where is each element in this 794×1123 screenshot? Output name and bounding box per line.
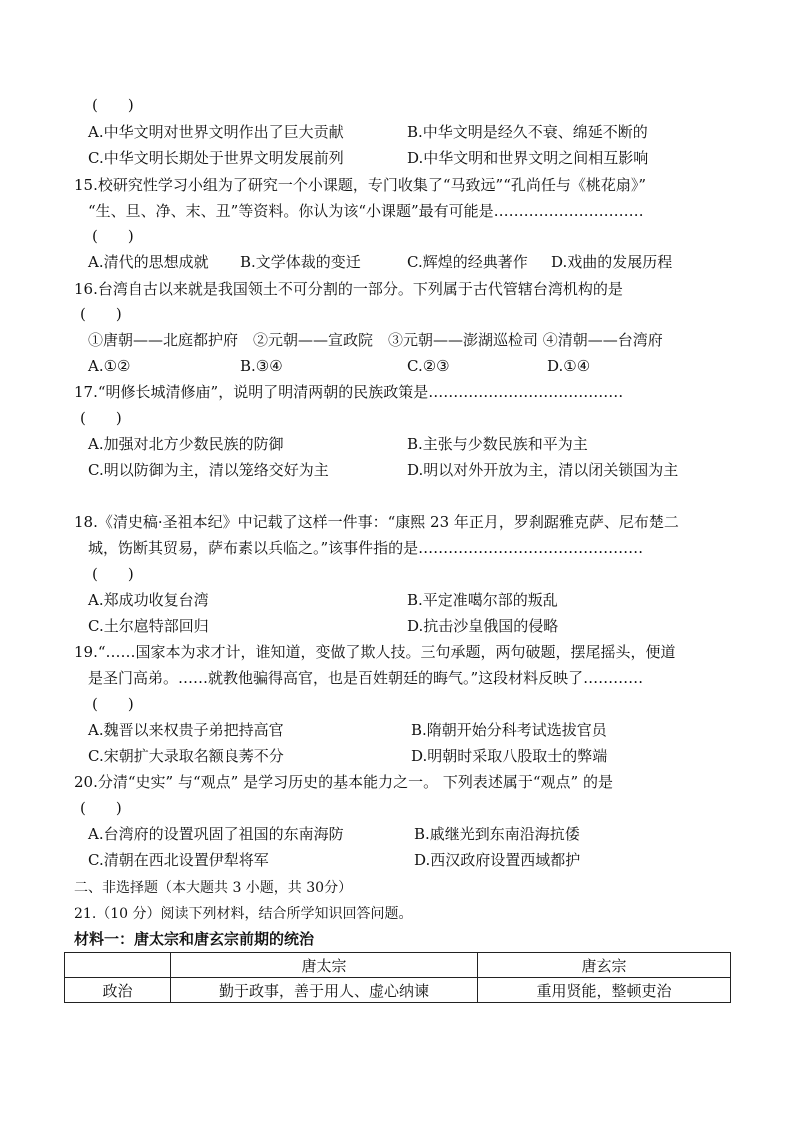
q18-option-a: A.郑成功收复台湾 — [88, 591, 209, 609]
material-1-table — [64, 952, 731, 1003]
q15-option-d: D.戏曲的发展历程 — [551, 253, 673, 271]
q14-option-d: D.中华文明和世界文明之间相互影响 — [407, 149, 649, 167]
q16-answer-paren: ( ) — [80, 305, 122, 323]
table-row — [65, 978, 731, 1003]
q17-option-c: C.明以防御为主，清以笼络交好为主 — [88, 461, 329, 479]
q17-option-d: D.明以对外开放为主，清以闭关锁国为主 — [407, 461, 679, 479]
section2-heading: 二、非选择题（本大题共 3 小题，共 30分） — [74, 880, 353, 896]
q20-option-c: C.清朝在西北设置伊犁将军 — [88, 851, 269, 869]
q16-option-d: D.①④ — [547, 357, 591, 375]
table-header-row — [65, 953, 731, 978]
q15-stem-line1: 15.校研究性学习小组为了研究一个小课题，专门收集了“马致远”“孔尚任与《桃花扇》” — [74, 176, 647, 194]
q14-option-a: A.中华文明对世界文明作出了巨大贡献 — [88, 123, 344, 141]
table-header-cell: 唐玄宗 — [478, 953, 731, 978]
q19-answer-paren: ( ) — [92, 695, 134, 713]
q18-option-d: D.抗击沙皇俄国的侵略 — [407, 617, 559, 635]
table-header-cell: 唐太宗 — [171, 953, 478, 978]
q15-option-b: B.文学体裁的变迁 — [240, 253, 361, 271]
table-cell: 重用贤能，整顿吏治 — [478, 978, 731, 1003]
q16-stem: 16.台湾自古以来就是我国领土不可分割的一部分。下列属于古代管辖台湾机构的是 — [74, 280, 623, 298]
material-1-title: 材料一：唐太宗和唐玄宗前期的统治 — [74, 930, 315, 948]
table-cell: 勤于政事，善于用人、虚心纳谏 — [171, 978, 478, 1003]
q15-option-a: A.清代的思想成就 — [88, 253, 209, 271]
q18-answer-paren: ( ) — [92, 565, 134, 583]
q18-stem-line1: 18.《清史稿·圣祖本纪》中记载了这样一件事：“康熙 23 年正月，罗刹踞雅克萨、尼布楚二 — [74, 513, 679, 531]
q17-option-a: A.加强对北方少数民族的防御 — [88, 435, 284, 453]
q15-answer-paren: ( ) — [92, 227, 134, 245]
q18-option-c: C.土尔扈特部回归 — [88, 617, 209, 635]
q19-option-d: D.明朝时采取八股取士的弊端 — [411, 747, 608, 765]
q17-answer-paren: ( ) — [80, 409, 122, 427]
q19-option-a: A.魏晋以来权贵子弟把持高官 — [88, 721, 284, 739]
q14-option-c: C.中华文明长期处于世界文明发展前列 — [88, 149, 344, 167]
q15-stem-line2: “生、旦、净、末、丑”等资料。你认为该“小课题”最有可能是………………………… — [88, 202, 644, 220]
q19-stem-line2: 是圣门高弟。……就教他骗得高官，也是百姓朝廷的晦气。”这段材料反映了………… — [88, 669, 644, 687]
q20-option-b: B.戚继光到东南沿海抗倭 — [414, 825, 580, 843]
q20-answer-paren: ( ) — [80, 799, 122, 817]
q19-option-c: C.宋朝扩大录取名额良莠不分 — [88, 747, 284, 765]
q18-option-b: B.平定准噶尔部的叛乱 — [407, 591, 558, 609]
q19-stem-line1: 19.“……国家本为求才计，谁知道，变做了欺人技。三句承题，两句破题，摆尾摇头，便道 — [74, 643, 676, 661]
q16-option-b: B.③④ — [240, 357, 283, 375]
q16-option-c: C.②③ — [407, 357, 450, 375]
q19-option-b: B.隋朝开始分科考试选拔官员 — [411, 721, 607, 739]
q16-items: ①唐朝——北庭都护府 ②元朝——宣政院 ③元朝——澎湖巡检司 ④清朝——台湾府 — [88, 331, 663, 349]
q17-stem: 17.“明修长城清修庙”，说明了明清两朝的民族政策是………………………………… — [74, 383, 624, 401]
q20-stem: 20.分清“史实” 与“观点” 是学习历史的基本能力之一。 下列表述属于“观点” 的是 — [74, 773, 613, 791]
table-cell: 政治 — [65, 978, 171, 1003]
q14-answer-paren: ( ) — [92, 96, 134, 114]
table-header-cell — [65, 953, 171, 978]
q20-option-a: A.台湾府的设置巩固了祖国的东南海防 — [88, 825, 344, 843]
q21-stem: 21.（10 分）阅读下列材料，结合所学知识回答问题。 — [74, 906, 413, 922]
q15-option-c: C.辉煌的经典著作 — [407, 253, 528, 271]
q16-option-a: A.①② — [88, 357, 131, 375]
q18-stem-line2: 城，饬断其贸易，萨布素以兵临之。”该事件指的是……………………………………… — [88, 539, 644, 557]
q20-option-d: D.西汉政府设置西域都护 — [414, 851, 581, 869]
q14-option-b: B.中华文明是经久不衰、绵延不断的 — [407, 123, 648, 141]
q17-option-b: B.主张与少数民族和平为主 — [407, 435, 588, 453]
